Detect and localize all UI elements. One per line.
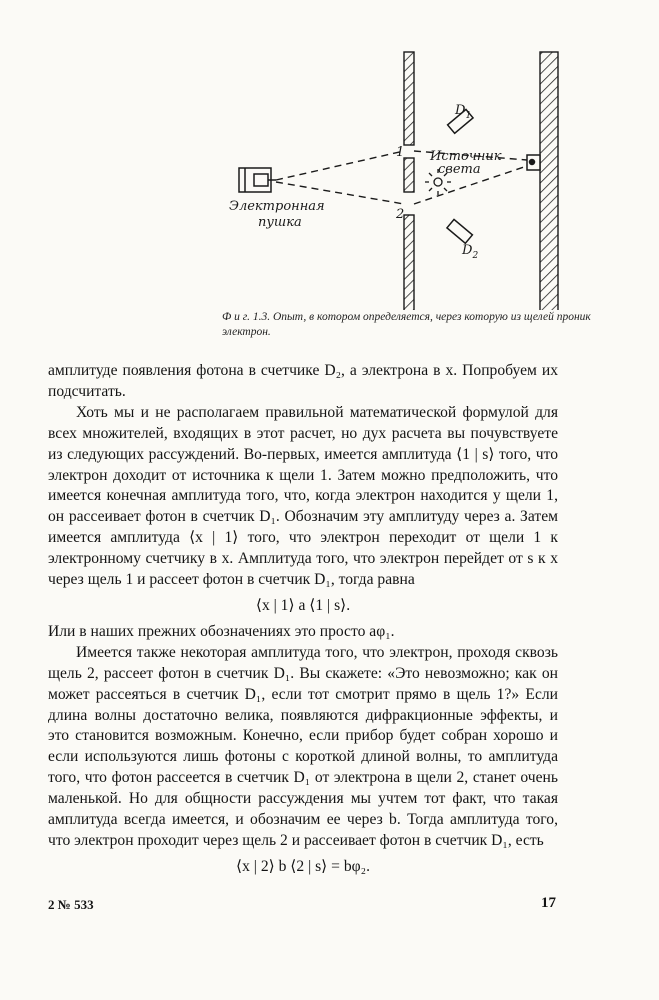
- paragraph-3: Или в наших прежних обозначениях это просто aφ₁.: [48, 622, 395, 640]
- experiment-figure: [0, 0, 659, 310]
- page-number: 17: [541, 895, 556, 911]
- photon-detector-d2: [447, 219, 472, 243]
- paragraph-1: амплитуде появления фотона в счетчике D₂, а электрона в x. Попробуем их подсчитать.: [48, 362, 558, 400]
- gun-label: Электронная: [229, 199, 325, 214]
- printer-signature: 2 № 533: [48, 897, 94, 912]
- gun-label-2: пушка: [258, 215, 302, 230]
- d2-label: $D_2$: [462, 243, 479, 261]
- backstop-wall: [540, 52, 558, 310]
- electron-gun: [239, 168, 276, 192]
- electron-detector: [527, 155, 540, 170]
- slit-1-label: 1: [396, 145, 405, 160]
- paragraph-2: Хоть мы и не располагаем правильной математической формулой для всех множителей, входящих в этот расчет, но дух расчета вы почувствуете из следующих рассуждений. Во-первых, имеется амплитуда ⟨1 | s⟩ того, что электрон доходит от источника к щели 1. Затем можно предположить, что имеется конечная амплитуда того, что, когда электрон находится у щели 1, он рассеивает фотон в счетчик D₁. Обозначим эту амплитуду через a. Затем имеется амплитуда ⟨x | 1⟩ того, что электрон переходит от щели 1 к электронному счетчику в x. Амплитуда того, что электрон перейдет от s к x через щель 1 и рассеет фотон в счетчик D₁, тогда равна: [48, 403, 558, 589]
- source-label: Источник: [430, 149, 502, 164]
- formula-2: ⟨x | 2⟩ b ⟨2 | s⟩ = bφ₂.: [236, 857, 370, 875]
- formula-1: ⟨x | 1⟩ a ⟨1 | s⟩.: [255, 596, 351, 614]
- figure-caption: Ф и г. 1.3. Опыт, в котором определяется, через которую из щелей проник электрон.: [222, 311, 591, 338]
- d1-label: $D_1$: [455, 103, 472, 121]
- slit-2-label: 2: [396, 207, 405, 222]
- body-text: [48, 361, 558, 883]
- paragraph-4: Имеется также некоторая амплитуда того, что электрон, проходя сквозь щель 2, рассеет фотон в счетчик D₁. Вы скажете: «Это невозможно; как он может рассеяться в счетчик D₁, если тот смотрит прямо в щель 1?» Если длина волны достаточно велика, появляются дифракционные эффекты, и это становится возможным. Конечно, если прибор будет собран хорошо и если используются лишь фотоны с короткой длиной волны, то амплитуда того, что фотон рассеется в счетчик D₁ от электрона в щели 2, станет очень маленькой. Но для общности рассуждения мы учтем тот факт, что такая амплитуда всегда имеется, и обозначим ее через b. Тогда амплитуда того, что электрон проходит через щель 2 и рассеивает фотон в счетчик D₁, есть: [48, 643, 558, 849]
- slit-wall: [404, 52, 414, 310]
- source-label-2: света: [438, 162, 481, 177]
